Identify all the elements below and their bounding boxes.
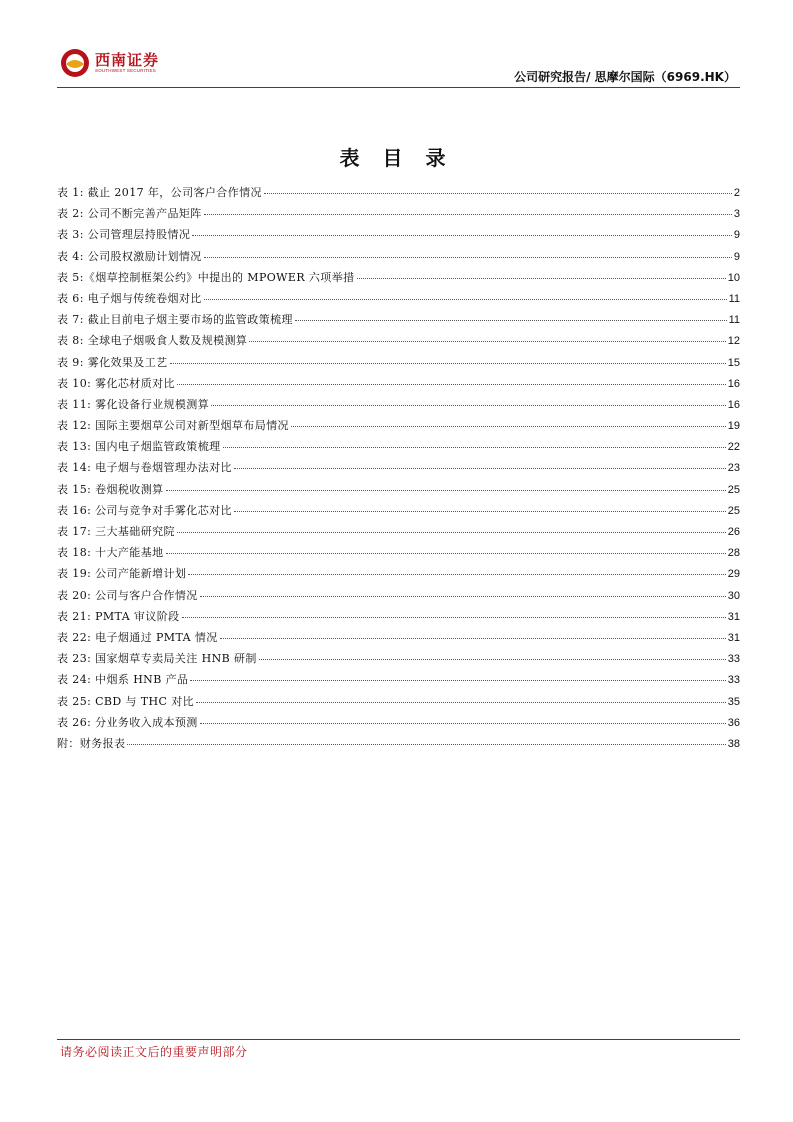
toc-entry-label: 表 9: 雾化效果及工艺 <box>57 355 168 369</box>
toc-entry-label: 附：财务报表 <box>57 736 126 750</box>
toc-entry-page: 22 <box>727 441 740 454</box>
toc-entry-label: 表 7: 截止目前电子烟主要市场的监管政策梳理 <box>57 313 293 327</box>
toc-entry-page: 11 <box>728 314 740 327</box>
toc-entry[interactable] <box>57 481 740 502</box>
toc-leader-dots <box>188 574 725 575</box>
toc-entry-page: 25 <box>727 504 740 517</box>
toc-entry-page: 19 <box>727 420 740 433</box>
toc-entry-page: 36 <box>727 716 740 729</box>
toc-entry-page: 31 <box>727 631 740 644</box>
toc-entry-label: 表 14: 电子烟与卷烟管理办法对比 <box>57 461 232 475</box>
toc-entry-label: 表 20: 公司与客户合作情况 <box>57 588 198 602</box>
toc-leader-dots <box>204 299 727 300</box>
toc-leader-dots <box>234 511 726 512</box>
toc-entry[interactable] <box>57 396 740 417</box>
toc-leader-dots <box>249 341 725 342</box>
toc-entry-label: 表 10: 雾化芯材质对比 <box>57 376 175 390</box>
toc-entry[interactable] <box>57 459 740 480</box>
toc-leader-dots <box>192 235 732 236</box>
toc-entry[interactable] <box>57 375 740 396</box>
toc-leader-dots <box>291 426 726 427</box>
toc-entry-label: 表 24: 中烟系 HNB 产品 <box>57 673 189 687</box>
toc-leader-dots <box>234 468 726 469</box>
toc-entry-label: 表 19: 公司产能新增计划 <box>57 567 187 581</box>
toc-leader-dots <box>190 680 725 681</box>
toc-entry[interactable] <box>57 354 740 375</box>
toc-entry-label: 表 16: 公司与竞争对手雾化芯对比 <box>57 503 232 517</box>
toc-entry[interactable] <box>57 438 740 459</box>
toc-entry[interactable] <box>57 735 740 756</box>
logo-mark-icon <box>60 48 90 78</box>
table-of-contents <box>57 184 740 756</box>
toc-entry-label: 表 13: 国内电子烟监管政策梳理 <box>57 440 221 454</box>
toc-leader-dots <box>177 532 726 533</box>
toc-leader-dots <box>200 723 726 724</box>
toc-entry-page: 38 <box>727 737 740 750</box>
toc-entry-label: 表 21: PMTA 审议阶段 <box>57 609 180 623</box>
toc-entry[interactable] <box>57 523 740 544</box>
toc-entry-page: 33 <box>727 674 740 687</box>
footer-disclaimer: 请务必阅读正文后的重要声明部分 <box>60 1045 248 1059</box>
toc-entry-page: 29 <box>727 568 740 581</box>
toc-entry[interactable] <box>57 184 740 205</box>
toc-entry-label: 表 11: 雾化设备行业规模测算 <box>57 397 210 411</box>
toc-entry-page: 16 <box>727 398 740 411</box>
toc-leader-dots <box>220 638 726 639</box>
toc-entry-label: 表 26: 分业务收入成本预测 <box>57 715 198 729</box>
toc-entry-label: 表 18: 十大产能基地 <box>57 546 164 560</box>
toc-entry[interactable] <box>57 544 740 565</box>
toc-entry-label: 表 22: 电子烟通过 PMTA 情况 <box>57 630 218 644</box>
brand-logo <box>60 48 159 78</box>
toc-entry-label: 表 5:《烟草控制框架公约》中提出的 MPOWER 六项举措 <box>57 270 355 284</box>
toc-entry-page: 3 <box>733 208 740 221</box>
toc-leader-dots <box>166 553 726 554</box>
toc-leader-dots <box>170 363 726 364</box>
toc-leader-dots <box>211 405 726 406</box>
toc-leader-dots <box>196 702 726 703</box>
toc-entry-page: 25 <box>727 483 740 496</box>
toc-entry-label: 表 2: 公司不断完善产品矩阵 <box>57 207 202 221</box>
toc-leader-dots <box>200 596 726 597</box>
logo-english-name: SOUTHWEST SECURITIES <box>95 68 156 73</box>
toc-entry-page: 10 <box>727 271 740 284</box>
toc-entry[interactable] <box>57 417 740 438</box>
toc-leader-dots <box>264 193 732 194</box>
toc-entry[interactable] <box>57 290 740 311</box>
toc-leader-dots <box>223 447 726 448</box>
toc-leader-dots <box>166 490 726 491</box>
toc-entry[interactable] <box>57 311 740 332</box>
toc-entry-page: 23 <box>727 462 740 475</box>
toc-entry[interactable] <box>57 671 740 692</box>
toc-leader-dots <box>182 617 726 618</box>
toc-entry-page: 26 <box>727 526 740 538</box>
toc-entry-label: 表 1: 截止 2017 年，公司客户合作情况 <box>57 186 262 199</box>
toc-entry-label: 表 12: 国际主要烟草公司对新型烟草布局情况 <box>57 419 289 433</box>
toc-entry-page: 28 <box>727 547 740 560</box>
toc-entry[interactable] <box>57 248 740 269</box>
toc-entry-page: 15 <box>727 356 740 369</box>
toc-leader-dots <box>204 214 732 215</box>
toc-entry-label: 表 15: 卷烟税收测算 <box>57 482 164 496</box>
toc-leader-dots <box>357 278 726 279</box>
toc-leader-dots <box>204 257 732 258</box>
toc-entry[interactable] <box>57 629 740 650</box>
toc-entry[interactable] <box>57 608 740 629</box>
toc-leader-dots <box>259 659 726 660</box>
header-divider <box>57 87 740 88</box>
toc-entry[interactable] <box>57 332 740 353</box>
toc-entry-label: 表 3: 公司管理层持股情况 <box>57 228 191 242</box>
toc-entry[interactable] <box>57 714 740 735</box>
toc-entry-label: 表 6: 电子烟与传统卷烟对比 <box>57 291 202 305</box>
toc-entry[interactable] <box>57 693 740 714</box>
toc-entry-label: 表 17: 三大基础研究院 <box>57 525 175 538</box>
page-title: 表 目 录 <box>339 146 454 170</box>
toc-entry[interactable] <box>57 565 740 586</box>
toc-entry-page: 2 <box>733 187 740 199</box>
toc-entry-page: 12 <box>727 335 740 348</box>
toc-entry-page: 35 <box>727 695 740 708</box>
toc-entry[interactable] <box>57 650 740 671</box>
toc-entry-page: 33 <box>727 653 740 666</box>
toc-entry-label: 表 4: 公司股权激励计划情况 <box>57 249 202 263</box>
toc-entry[interactable] <box>57 587 740 608</box>
toc-entry[interactable] <box>57 205 740 226</box>
toc-leader-dots <box>127 744 725 745</box>
toc-entry-page: 9 <box>733 229 740 242</box>
toc-entry[interactable] <box>57 226 740 247</box>
toc-leader-dots <box>177 384 726 385</box>
toc-entry-page: 31 <box>727 610 740 623</box>
report-header: 公司研究报告/ 思摩尔国际（6969.HK） <box>514 70 736 84</box>
toc-entry-label: 表 23: 国家烟草专卖局关注 HNB 研制 <box>57 652 257 666</box>
toc-entry[interactable] <box>57 502 740 523</box>
toc-leader-dots <box>295 320 727 321</box>
toc-entry-page: 9 <box>733 250 740 263</box>
footer-divider <box>57 1039 740 1040</box>
toc-entry-page: 11 <box>728 292 740 305</box>
toc-entry-page: 30 <box>727 589 740 602</box>
toc-entry-label: 表 8: 全球电子烟吸食人数及规模测算 <box>57 334 248 348</box>
logo-chinese-name: 西南证券 <box>95 51 160 69</box>
toc-entry-label: 表 25: CBD 与 THC 对比 <box>57 694 195 708</box>
toc-entry-page: 16 <box>727 377 740 390</box>
toc-entry[interactable] <box>57 269 740 290</box>
